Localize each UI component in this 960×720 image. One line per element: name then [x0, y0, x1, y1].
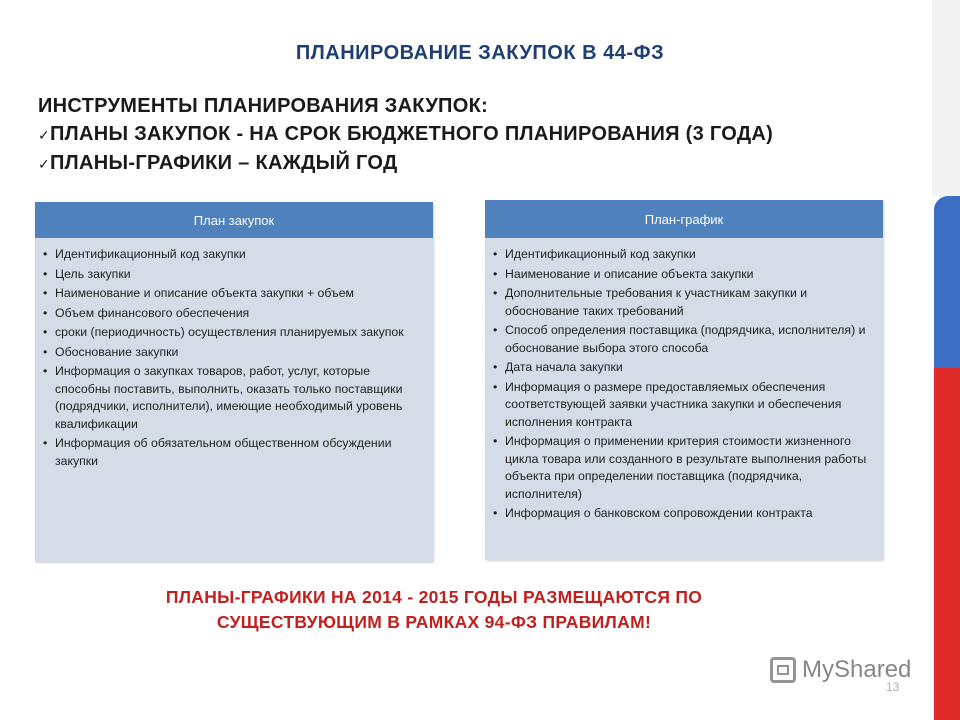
list-item: • Информация о банковском сопровождении контракта — [493, 505, 873, 523]
flag-decoration — [934, 196, 960, 720]
heading-line-2: ✓ПЛАНЫ ЗАКУПОК - НА СРОК БЮДЖЕТНОГО ПЛАНИРОВАНИЯ (3 ГОДА) — [38, 120, 918, 149]
list-item: • Информация об обязательном общественном обсуждении закупки — [43, 435, 423, 470]
flag-red-stripe — [934, 368, 960, 720]
flag-blue-stripe — [934, 196, 960, 368]
list-item: • Информация о закупках товаров, работ, услуг, которые способны поставить, выполнить, оказать только поставщики (подрядчики, исполнители), имеющие необходимый уровень квалификации — [43, 363, 423, 433]
note-line-1: ПЛАНЫ-ГРАФИКИ НА 2014 - 2015 ГОДЫ РАЗМЕЩАЮТСЯ ПО — [165, 587, 703, 607]
watermark-text: MyShared — [802, 656, 912, 683]
heading-line-1: ИНСТРУМЕНТЫ ПЛАНИРОВАНИЯ ЗАКУПОК: — [38, 95, 489, 117]
plan-zakupok-card — [35, 202, 433, 562]
bottom-note — [0, 585, 868, 635]
list-item: • сроки (периодичность) осуществления планируемых закупок — [43, 324, 423, 342]
slides-icon — [770, 657, 796, 683]
check-icon: ✓ — [38, 156, 51, 172]
list-item: • Идентификационный код закупки — [493, 246, 873, 264]
card-list — [485, 238, 883, 523]
side-strip — [932, 0, 960, 196]
slide-title: ПЛАНИРОВАНИЕ ЗАКУПОК В 44-ФЗ — [295, 42, 665, 64]
list-item: • Информация о размере предоставляемых обеспечения соответствующей заявки участника закупки и обеспечения исполнения контракта — [493, 379, 873, 432]
card-title: План-график — [485, 200, 883, 238]
list-item: • Способ определения поставщика (подрядчика, исполнителя) и обоснование выбора этого способа — [493, 322, 873, 357]
list-item: • Дополнительные требования к участникам закупки и обоснование таких требований — [493, 285, 873, 320]
list-item: • Цель закупки — [43, 266, 423, 284]
heading-block — [38, 92, 918, 178]
list-item: • Обоснование закупки — [43, 344, 423, 362]
check-icon: ✓ — [38, 127, 51, 143]
card-title: План закупок — [35, 202, 433, 238]
page-number: 13 — [886, 680, 900, 694]
card-list — [35, 238, 433, 470]
list-item: • Дата начала закупки — [493, 359, 873, 377]
plan-grafik-card — [485, 200, 883, 560]
heading-line-3: ✓ПЛАНЫ-ГРАФИКИ – КАЖДЫЙ ГОД — [38, 149, 918, 178]
list-item: • Информация о применении критерия стоимости жизненного цикла товара или созданного в результате выполнения работы объекта при определении поставщика (подрядчика, исполнителя) — [493, 433, 873, 503]
list-item: • Идентификационный код закупки — [43, 246, 423, 264]
list-item: • Наименование и описание объекта закупки — [493, 266, 873, 284]
list-item: • Объем финансового обеспечения — [43, 305, 423, 323]
note-line-2: СУЩЕСТВУЮЩИМ В РАМКАХ 94-ФЗ ПРАВИЛАМ! — [216, 612, 652, 632]
list-item: • Наименование и описание объекта закупки + объем — [43, 285, 423, 303]
